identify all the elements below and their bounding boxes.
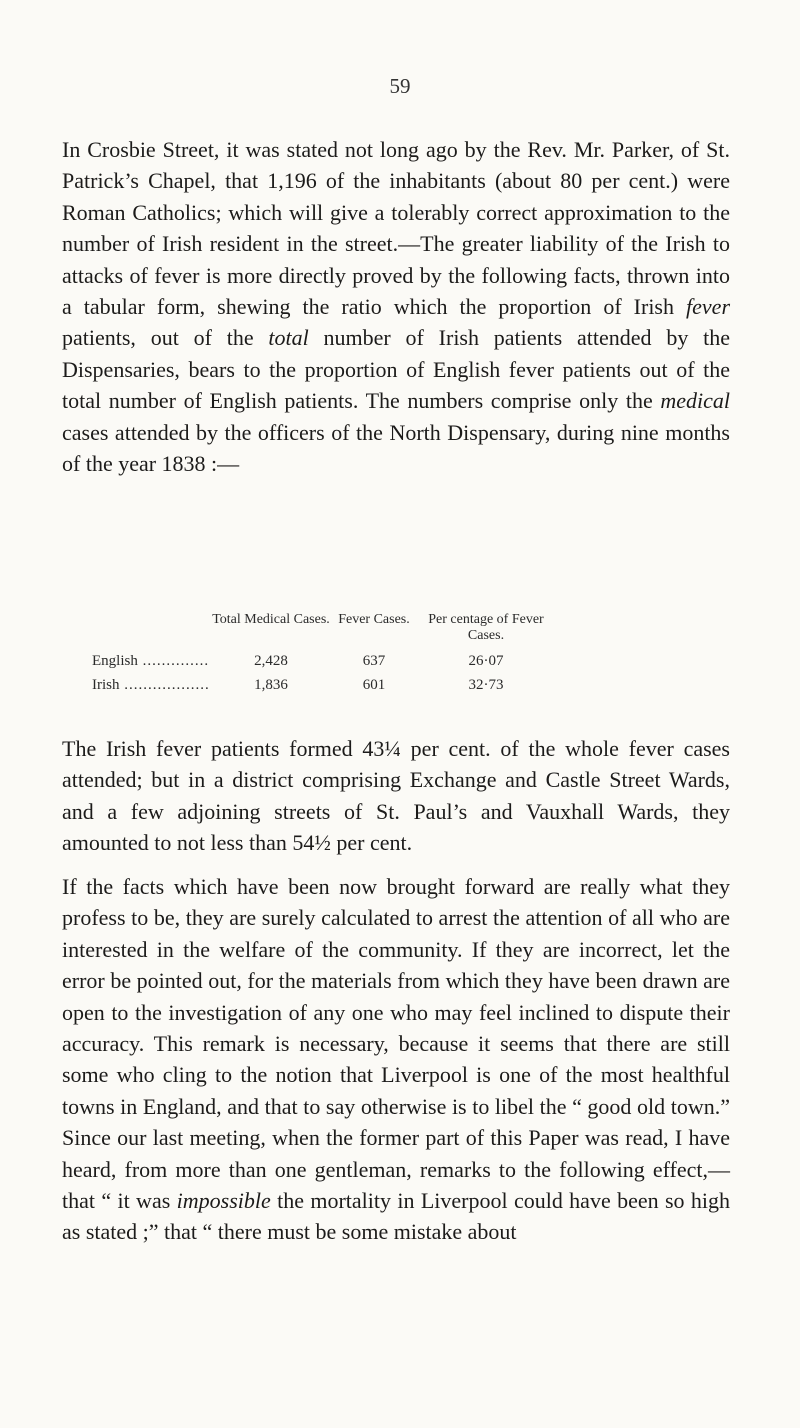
total-medical-cases: 2,428 xyxy=(254,653,288,669)
text-span: In Crosbie Street, it was stated not long ago by the Rev. Mr. Parker, of St. Patrick’s Chapel, that 1,196 of the inhabitants (about 80 per cent.) were Roman Catholics; which will give a tolerably correct approximation to the number of Irish resident in the street.—The greater liability of the Irish to attacks of fever is more directly proved by the following facts, thrown into a tabular form, shewing the ratio which the proportion of Irish xyxy=(62,137,730,320)
table-header-per-centage: Per centage of Fever Cases. xyxy=(428,612,544,643)
emphasis-total: total xyxy=(268,325,309,351)
emphasis-fever: fever xyxy=(686,294,730,320)
per-centage: 32·73 xyxy=(468,677,504,693)
text-span: patients, out of the xyxy=(62,325,269,351)
text-span: If the facts which have been now brought forward are really what they profess to be, they are surely calculated to arrest the attention of all who are interested in the welfare of the community. If they are incorrect, let the error be pointed out, for the materials from which they have been drawn are open to the investigation of any one who may feel inclined to dispute their accuracy. This remark is necessary, because it seems that there are still some who cling to the notion that Liverpool is one of the most healthful towns in England, and that to say otherwise is to libel the “ good old town.” Since our last meeting, when the former part of this Paper was read, I have heard, from more than one gentleman, remarks to the following effect,—that “ it was xyxy=(62,874,730,1214)
paragraph-irish-fever-percentage: The Irish fever patients formed 43¼ per cent. of the whole fever cases attended; but in a district comprising Exchange and Castle Street Wards, and a few adjoining streets of St. Paul’s and Vauxhall Wards, they amounted to not less than 54½ per cent. xyxy=(62,736,730,856)
page-number: 59 xyxy=(389,74,411,98)
fever-cases-table xyxy=(92,612,632,697)
text-span: the mortality in Liverpool could have been so high as stated ;” that “ there must be some mistake about xyxy=(62,1188,730,1245)
paragraph-crosbie-street xyxy=(62,134,730,479)
row-label: Irish ..... xyxy=(92,673,210,697)
table-row-irish xyxy=(92,673,632,697)
table-row-english xyxy=(92,649,632,673)
table-header-cell xyxy=(92,612,210,644)
row-label: English ..... xyxy=(92,649,210,673)
paragraph-facts-brought-forward xyxy=(62,871,730,1248)
fever-cases: 637 xyxy=(362,653,386,669)
text-span: cases attended by the officers of the North Dispensary, during nine months of the year 1838 :— xyxy=(62,419,730,477)
emphasis-medical: medical xyxy=(660,388,730,414)
text-span: number of Irish patients attended by the Dispensaries, bears to the proportion of English fever patients out of the total number of English patients. The numbers comprise only the xyxy=(62,325,730,414)
table-header-total-medical: Total Medical Cases. xyxy=(212,612,330,627)
table-header-fever-cases: Fever Cases. xyxy=(338,612,410,627)
total-medical-cases: 1,836 xyxy=(254,677,288,693)
table-header-row xyxy=(92,612,632,644)
emphasis-impossible: impossible xyxy=(176,1188,271,1214)
per-centage: 26·07 xyxy=(468,653,504,669)
fever-cases: 601 xyxy=(362,677,386,693)
